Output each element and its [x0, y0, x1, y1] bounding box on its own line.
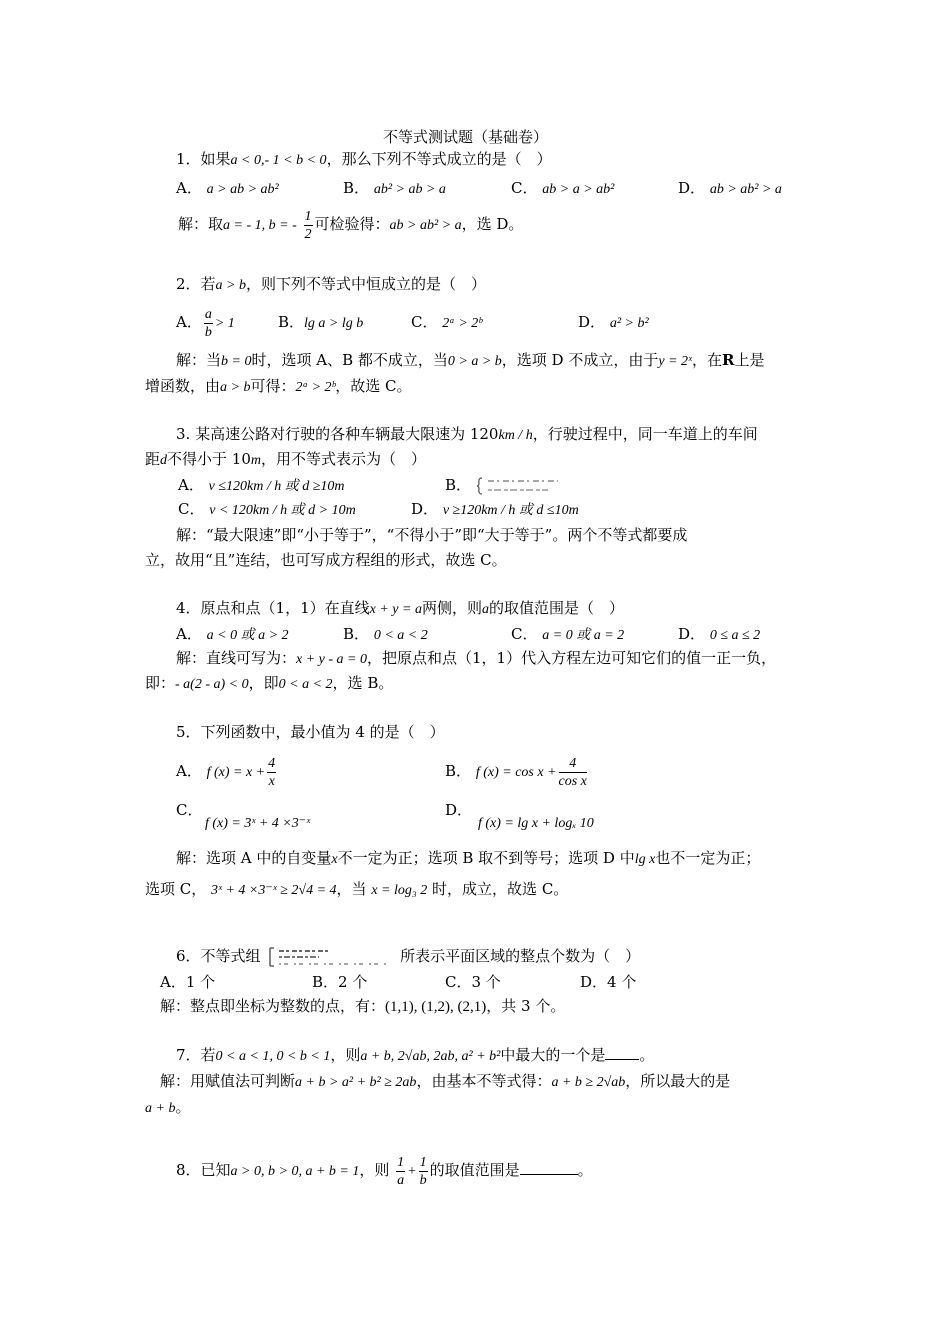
q2-option-a: A． $\frac{a}{b}$ > 1: [176, 306, 235, 340]
q5-option-c-label: C．: [176, 801, 203, 819]
q4-option-b: B． 0 < a < 2: [343, 625, 428, 643]
q1-stem: 1．如果a < 0,- 1 < b < 0，那么下列不等式成立的是（ ）: [176, 150, 552, 168]
q2-option-b: B．lg a > lg b: [278, 313, 364, 331]
q3-solution-line2: 立，故用“且”连结，也可写成方程组的形式，故选 C。: [145, 551, 507, 569]
q6-option-c: C．3 个: [445, 973, 501, 991]
q1-option-d: D． ab > ab² > a: [678, 179, 782, 197]
q4-option-a: A． a < 0 或 a > 2: [176, 625, 289, 643]
q5-option-c: f (x) = 3ˣ + 4 ×3⁻ˣ: [205, 816, 311, 831]
q6-stem: 6．不等式组 所表示平面区域的整点个数为（ ）: [176, 946, 640, 968]
q2-solution-line1: 解：当b = 0时，选项 A、B 都不成立，当0 > a > b，选项 D 不成立，由于y = 2ˣ，在R上是: [176, 351, 765, 369]
q3-option-c: C． v < 120km / h 或 d > 10m: [178, 500, 356, 518]
q5-option-d: f (x) = lg x + logₓ 10: [478, 816, 594, 831]
q7-solution-line2: a + b。: [145, 1098, 191, 1116]
q3-stem-line2: 距d不得小于 10m，用不等式表示为（ ）: [145, 450, 427, 468]
q7-stem: 7．若0 < a < 1, 0 < b < 1，则a + b, 2√ab, 2ab, a² + b²中最大的一个是 。: [176, 1046, 655, 1064]
q8-stem: 8．已知a > 0, b > 0, a + b = 1，则 $\frac{1}{a}$ + $\frac{1}{b}$ 的取值范围是 。: [176, 1154, 593, 1188]
q3-option-d: D． v ≥120km / h 或 d ≤10m: [411, 500, 579, 518]
q3-option-b-system-image: [476, 476, 562, 496]
q1-solution: 解：取a = - 1, b = - $\frac{1}{2}$ 可检验得：ab > ab² > a，选 D。: [178, 208, 524, 242]
q6-solution: 解：整点即坐标为整数的点，有：(1,1), (1,2), (2,1)，共 3 个。: [160, 997, 566, 1015]
q7-solution-line1: 解：用赋值法可判断a + b > a² + b² ≥ 2ab，由基本不等式得：a + b ≥ 2√ab，所以最大的是: [160, 1072, 731, 1090]
q5-option-a: A． f (x) = x + $\frac{4}{x}$: [176, 755, 276, 789]
q4-solution-line2: 即：- a(2 - a) < 0，即0 < a < 2，选 B。: [145, 674, 394, 692]
q3-stem-line1: 3. 某高速公路对行驶的各种车辆最大限速为 120km / h，行驶过程中，同一车道上的车间: [176, 425, 758, 443]
q3-option-a: A． v ≤120km / h 或 d ≥10m: [178, 476, 345, 494]
q3-solution-line1: 解：“最大限速”即“小于等于”，“不得小于”即“大于等于”。两个不等式都要成: [176, 526, 688, 544]
q6-option-d: D．4 个: [580, 973, 637, 991]
q6-system-image: [265, 946, 395, 968]
q3-option-b: B．: [445, 475, 562, 496]
q1-option-a: A． a > ab > ab²: [176, 179, 279, 197]
q4-option-d: D． 0 ≤ a ≤ 2: [678, 625, 761, 643]
q2-stem: 2．若a > b，则下列不等式中恒成立的是（ ）: [176, 275, 487, 293]
q5-stem: 5．下列函数中，最小值为 4 的是（ ）: [176, 723, 445, 741]
page-title: 不等式测试题（基础卷）: [383, 128, 549, 146]
q2-solution-line2: 增函数，由a > b可得：2ᵃ > 2ᵇ，故选 C。: [145, 377, 412, 395]
q6-option-b: B．2 个: [312, 973, 368, 991]
q2-option-c: C． 2ᵃ > 2ᵇ: [411, 313, 483, 331]
q6-option-a: A．1 个: [160, 973, 216, 991]
q5-option-d-label: D．: [445, 801, 473, 819]
q5-solution-line1: 解：选项 A 中的自变量x不一定为正；选项 B 取不到等号；选项 D 中lg x也不一定为正；: [176, 849, 761, 867]
q4-option-c: C． a = 0 或 a = 2: [511, 625, 625, 643]
q1-option-c: C． ab > a > ab²: [511, 179, 615, 197]
q2-option-d: D． a² > b²: [578, 313, 649, 331]
q1-option-b: B． ab² > ab > a: [343, 179, 446, 197]
q5-option-b: B． f (x) = cos x + $\frac{4}{\text{cos x}}$: [445, 755, 587, 789]
q4-stem: 4．原点和点（1，1）在直线x + y = a两侧，则a的取值范围是（ ）: [176, 599, 624, 617]
q8-answer-blank[interactable]: [520, 1174, 578, 1175]
q4-solution-line1: 解：直线可写为：x + y - a = 0，把原点和点（1，1）代入方程左边可知它们的值一正一负，: [176, 649, 777, 667]
q1-fraction: $\frac{1}{2}$: [304, 208, 312, 242]
q5-solution-line2: 选项 C， 3ˣ + 4 ×3⁻ˣ ≥ 2√4 = 4，当 x = log₃ 2 时，成立，故选 C。: [145, 880, 569, 898]
q7-answer-blank[interactable]: [605, 1059, 639, 1060]
